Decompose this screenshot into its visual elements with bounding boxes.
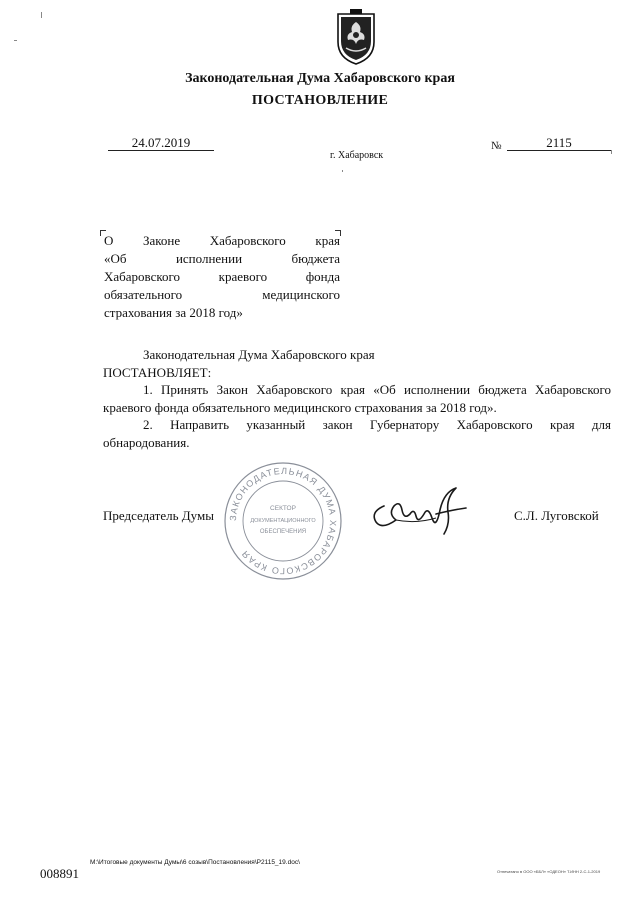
title-word: фонда: [305, 269, 340, 284]
title-word: бюджета: [291, 251, 340, 266]
title-line: [104, 250, 340, 268]
title-word: края: [315, 233, 340, 248]
item-1-line-1: 1. Принять Закон Хабаровского края «Об исполнении бюджета Хабаровского: [143, 382, 611, 397]
date-underline: [108, 150, 214, 151]
item-2-line-2: обнародования.: [103, 434, 190, 450]
registry-number: 008891: [40, 866, 79, 881]
print-note: Отпечатано в ООО «ББЛ» «ОДЕОН» Т.ИНН 2-С-1-2019: [497, 869, 601, 874]
title-line: [104, 286, 340, 304]
scan-mark: [41, 12, 42, 18]
document-type: ПОСТАНОВЛЕНИЕ: [251, 93, 389, 108]
title-word: Хабаровского: [104, 269, 181, 284]
intro-text: Законодательная Дума Хабаровского края: [143, 347, 375, 362]
title-line: [104, 268, 340, 286]
title-word: исполнении: [175, 251, 243, 266]
scan-mark: [342, 170, 343, 172]
scan-mark: [611, 150, 612, 154]
file-path: M:\Итоговые документы Думы\6 созыв\Постановления\P2115_19.doc\: [90, 859, 300, 866]
title-word: Законе: [142, 233, 181, 248]
decides-text: ПОСТАНОВЛЯЕТ:: [103, 364, 212, 380]
document-body: [103, 346, 611, 451]
title-word: обязательного: [104, 287, 183, 302]
handwritten-signature: [366, 484, 470, 538]
title-line-last: страхования за 2018 год»: [104, 305, 243, 320]
signatory-title: Председатель Думы: [103, 508, 214, 523]
number-sign: №: [491, 140, 502, 152]
official-stamp: [222, 460, 344, 582]
stamp-center-line-3: ОБЕСПЕЧЕНИЯ: [259, 529, 307, 535]
scan-mark: [14, 40, 17, 41]
stamp-center-line-2: ДОКУМЕНТАЦИОННОГО: [250, 518, 316, 524]
title-word: «Об: [104, 251, 127, 266]
stamp-center-line-1: СЕКТОР: [270, 505, 296, 512]
title-word: краевого: [218, 269, 268, 284]
item-1-line-2: краевого фонда обязательного медицинского страхования за 2018 год».: [103, 399, 497, 415]
title-word: О: [104, 233, 114, 248]
title-line: [104, 232, 340, 250]
document-title: [104, 232, 340, 322]
document-date: 24.07.2019: [131, 135, 191, 150]
document-place: г. Хабаровск: [330, 150, 384, 161]
stamp-ring-text: ЗАКОНОДАТЕЛЬНАЯ ДУМА ХАБАРОВСКОГО КРАЯ: [227, 465, 339, 577]
title-word: медицинского: [262, 287, 340, 302]
item-2-line-1: 2. Направить указанный закон Губернатору Хабаровского края для: [143, 417, 611, 432]
signatory-name: С.Л. Луговской: [514, 508, 599, 523]
document-number: 2115: [546, 135, 572, 150]
title-word: Хабаровского: [209, 233, 286, 248]
number-underline: [507, 150, 611, 151]
coat-of-arms-icon: [332, 8, 380, 66]
organization-name: Законодательная Дума Хабаровского края: [185, 71, 455, 86]
